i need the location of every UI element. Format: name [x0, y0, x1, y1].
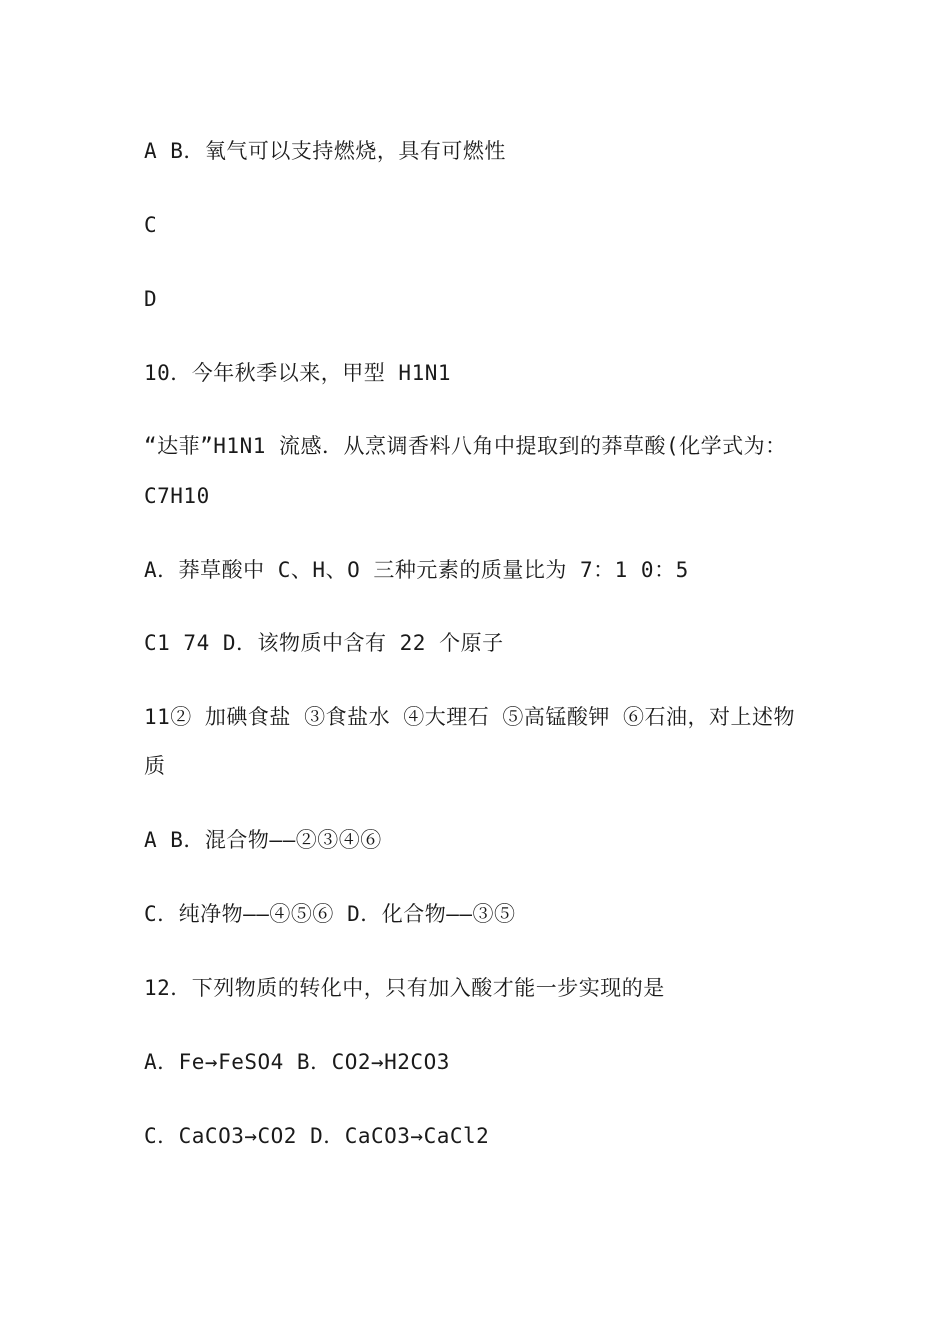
option-line-ab: A B．氧气可以支持燃烧，具有可燃性: [144, 139, 506, 163]
question-12-option-ab: A．Fe→FeSO4 B．CO2→H2CO3: [144, 1050, 450, 1074]
question-10-option-a: A．莽草酸中 C、H、O 三种元素的质量比为 7：1 0：5: [144, 558, 689, 582]
option-line-d: D: [144, 287, 158, 311]
question-11-text-cont: 质: [144, 754, 166, 778]
option-line-c: C: [144, 213, 158, 237]
question-12-option-cd: C．CaCO3→CO2 D．CaCO3→CaCl2: [144, 1124, 490, 1148]
question-10-title: 10．今年秋季以来，甲型 H1N1: [144, 361, 452, 385]
question-12-title: 12．下列物质的转化中，只有加入酸才能一步实现的是: [144, 976, 665, 1000]
question-10-text: “达菲”H1N1 流感．从烹调香料八角中提取到的莽草酸(化学式为：: [144, 434, 787, 458]
question-11-option-cd: C．纯净物——④⑤⑥ D．化合物——③⑤: [144, 902, 516, 926]
question-11-text: 11② 加碘食盐 ③食盐水 ④大理石 ⑤高锰酸钾 ⑥石油，对上述物: [144, 705, 795, 729]
question-11-option-ab: A B．混合物——②③④⑥: [144, 828, 382, 852]
question-10-formula: C7H10: [144, 484, 210, 508]
question-10-option-cd: C1 74 D．该物质中含有 22 个原子: [144, 631, 504, 655]
